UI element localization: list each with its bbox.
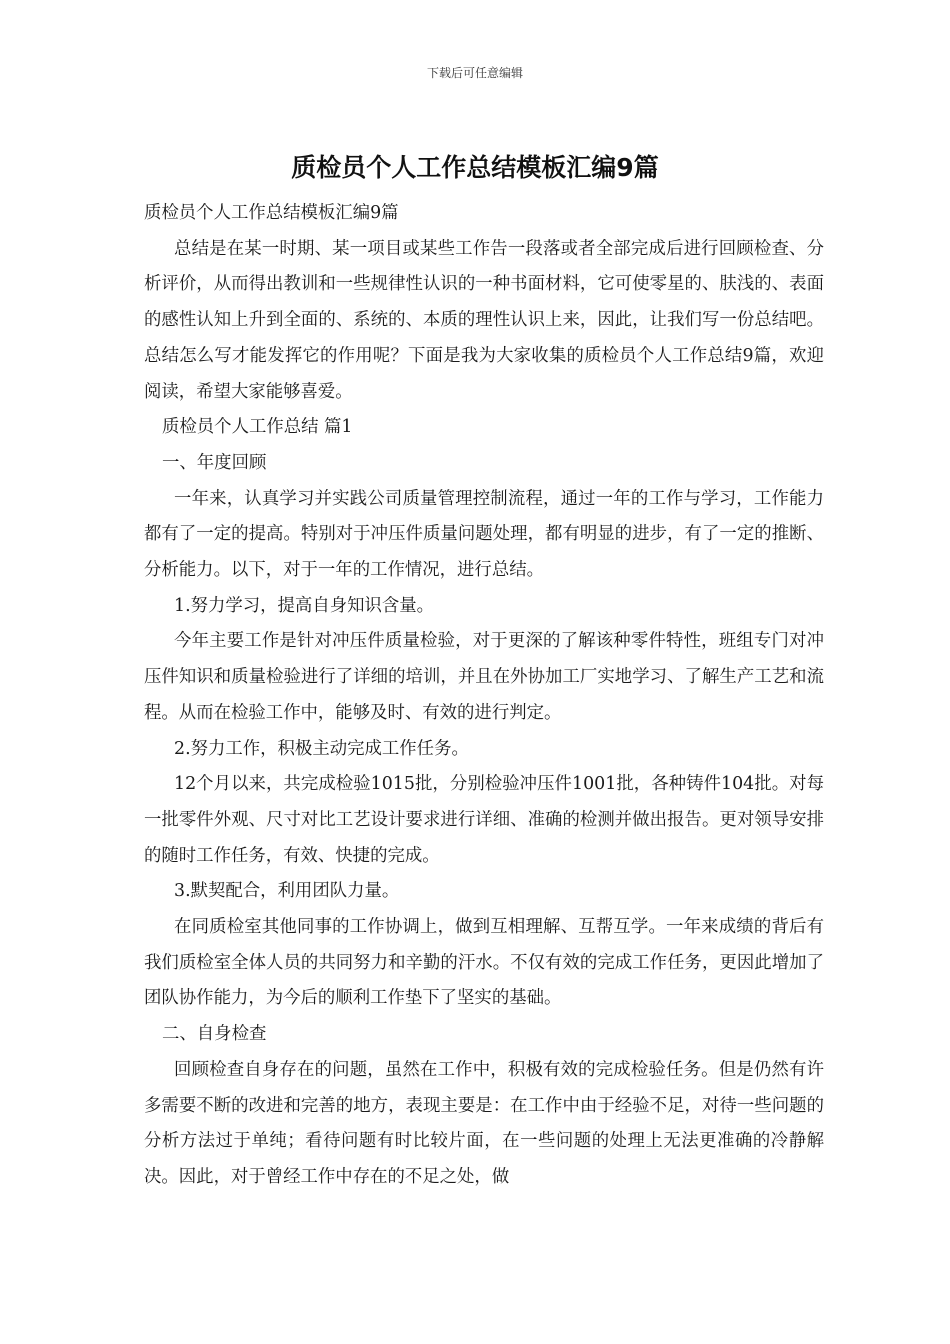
heading-self-check: 二、自身检查 — [162, 1024, 267, 1045]
page-header: 下载后可任意编辑 — [426, 66, 523, 80]
heading-annual-review: 一、年度回顾 — [162, 452, 267, 473]
paragraph-item-3: 在同质检室其他同事的工作协调上，做到互相理解、互帮互学。一年来成绩的背后有我们质检室全体人员的共同努力和辛勤的汗水。不仅有效的完成工作任务，更因此增加了团队协作能力，为今后的顺利工作垫下了坚实的基础。 — [144, 917, 824, 1009]
intro-paragraph: 总结是在某一时期、某一项目或某些工作告一段落或者全部完成后进行回顾检查、分析评价，从而得出教训和一些规律性认识的一种书面材料，它可使零星的、肤浅的、表面的感性认知上升到全面的、系统的、本质的理性认识上来，因此，让我们写一份总结吧。总结怎么写才能发挥它的作用呢？下面是我为大家收集的质检员个人工作总结9篇，欢迎阅读，希望大家能够喜爱。 — [144, 238, 824, 402]
document-body — [144, 196, 824, 1196]
subtitle-paragraph: 质检员个人工作总结模板汇编9篇 — [144, 203, 399, 223]
section-heading-piece-1: 质检员个人工作总结 篇1 — [162, 417, 353, 438]
paragraph-self-check: 回顾检查自身存在的问题，虽然在工作中，积极有效的完成检验任务。但是仍然有许多需要不断的改进和完善的地方，表现主要是：在工作中由于经验不足，对待一些问题的分析方法过于单纯；看待问题有时比较片面，在一些问题的处理上无法更准确的冷静解决。因此，对于曾经工作中存在的不足之处，做 — [144, 1059, 824, 1187]
document-title: 质检员个人工作总结模板汇编9篇 — [291, 153, 659, 182]
item-heading-1: 1.努力学习，提高自身知识含量。 — [174, 595, 435, 616]
paragraph-item-2: 12个月以来，共完成检验1015批，分别检验冲压件1001批，各种铸件104批。对每一批零件外观、尺寸对比工艺设计要求进行详细、准确的检测并做出报告。更对领导安排的随时工作任务，有效、快捷的完成。 — [144, 774, 824, 866]
paragraph-item-1: 今年主要工作是针对冲压件质量检验，对于更深的了解该种零件特性，班组专门对冲压件知识和质量检验进行了详细的培训，并且在外协加工厂实地学习、了解生产工艺和流程。从而在检验工作中，能够及时、有效的进行判定。 — [144, 631, 824, 723]
item-heading-2: 2.努力工作，积极主动完成工作任务。 — [174, 738, 469, 759]
item-heading-3: 3.默契配合，利用团队力量。 — [174, 881, 400, 902]
paragraph-annual-review: 一年来，认真学习并实践公司质量管理控制流程，通过一年的工作与学习，工作能力都有了一定的提高。特别对于冲压件质量问题处理，都有明显的进步，有了一定的推断、分析能力。以下，对于一年的工作情况，进行总结。 — [144, 488, 824, 581]
